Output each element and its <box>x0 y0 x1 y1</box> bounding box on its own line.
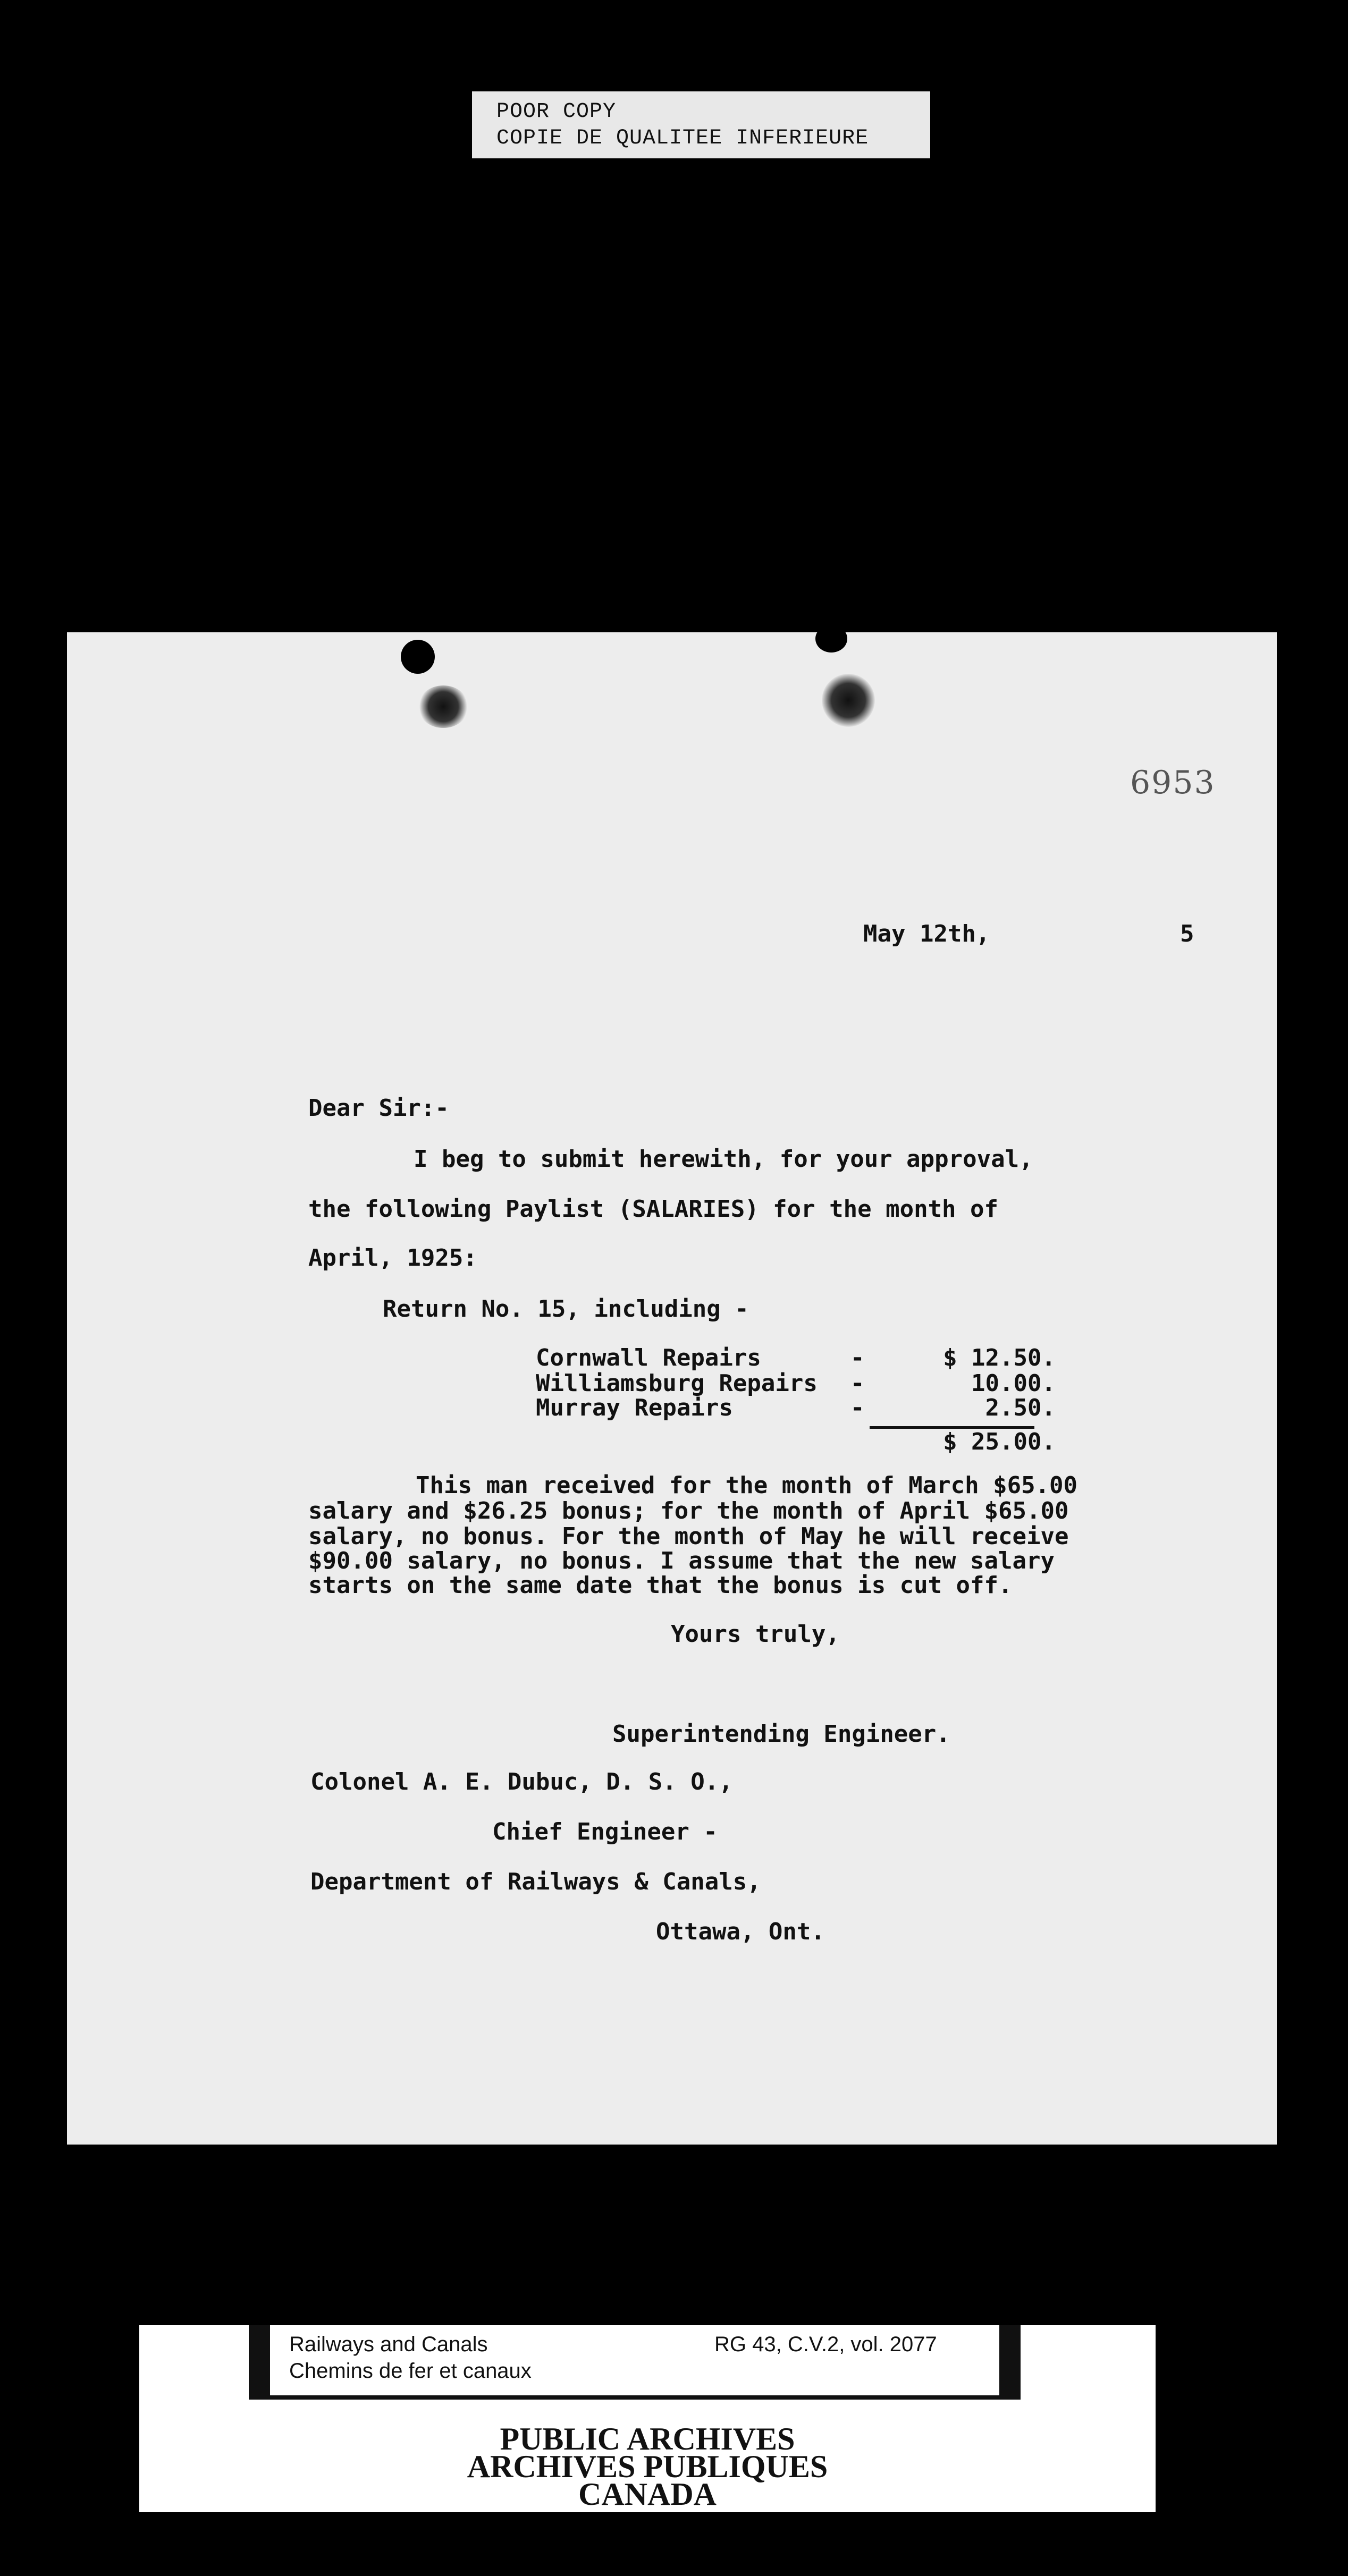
item-amount: 2.50. <box>985 1394 1056 1421</box>
letter-date: May 12th, <box>863 920 990 947</box>
body-line: salary and $26.25 bonus; for the month of April $65.00 <box>308 1497 1069 1524</box>
archive-footer <box>139 2325 1156 2512</box>
body-line: salary, no bonus. For the month of May he will receive <box>308 1523 1069 1550</box>
punch-mark-right <box>822 674 875 727</box>
fonds-name-fr: Chemins de fer et canaux <box>289 2359 532 2383</box>
page-number: 5 <box>1180 920 1194 947</box>
item-dash: - <box>850 1370 865 1397</box>
addressee-line: Colonel A. E. Dubuc, D. S. O., <box>310 1768 733 1795</box>
intro-line: I beg to submit herewith, for your approval, <box>414 1146 1033 1173</box>
item-amount: $ 12.50. <box>943 1344 1056 1371</box>
addressee-line: Department of Railways & Canals, <box>310 1868 761 1895</box>
document-number: 6953 <box>1130 764 1216 801</box>
salutation: Dear Sir:- <box>308 1095 449 1122</box>
punch-hole-left <box>401 640 435 674</box>
letter-sheet <box>67 632 1277 2145</box>
signature-title: Superintending Engineer. <box>612 1721 950 1748</box>
total-amount: $ 25.00. <box>943 1428 1056 1455</box>
fonds-name-en: Railways and Canals <box>289 2333 488 2356</box>
item-dash: - <box>850 1394 865 1421</box>
item-label: Murray Repairs <box>536 1394 733 1421</box>
archive-reference: RG 43, C.V.2, vol. 2077 <box>714 2333 937 2356</box>
body-line: starts on the same date that the bonus is cut off. <box>308 1572 1013 1599</box>
body-line: This man received for the month of March $65.00 <box>416 1472 1078 1499</box>
punch-mark-left <box>418 685 469 728</box>
closing: Yours truly, <box>671 1621 840 1648</box>
addressee-line: Ottawa, Ont. <box>656 1918 825 1945</box>
body-line: $90.00 salary, no bonus. I assume that the new salary <box>308 1547 1055 1574</box>
item-label: Cornwall Repairs <box>536 1344 761 1371</box>
item-label: Williamsburg Repairs <box>536 1370 818 1397</box>
stamp-line-en: POOR COPY <box>496 100 617 124</box>
item-amount: 10.00. <box>971 1370 1056 1397</box>
stamp-line-fr: COPIE DE QUALITEE INFERIEURE <box>496 126 869 150</box>
addressee-line: Chief Engineer - <box>492 1818 718 1845</box>
archives-line: ARCHIVES PUBLIQUES <box>467 2449 828 2484</box>
punch-hole-right <box>815 625 847 653</box>
poor-copy-stamp <box>472 91 930 158</box>
intro-line: April, 1925: <box>308 1244 477 1272</box>
intro-line: the following Paylist (SALARIES) for the month of <box>308 1196 999 1223</box>
item-dash: - <box>850 1344 865 1371</box>
archives-line: CANADA <box>578 2477 717 2512</box>
archive-reference-bar <box>249 2325 1021 2400</box>
return-line: Return No. 15, including - <box>383 1295 749 1323</box>
archives-line: PUBLIC ARCHIVES <box>500 2421 795 2456</box>
